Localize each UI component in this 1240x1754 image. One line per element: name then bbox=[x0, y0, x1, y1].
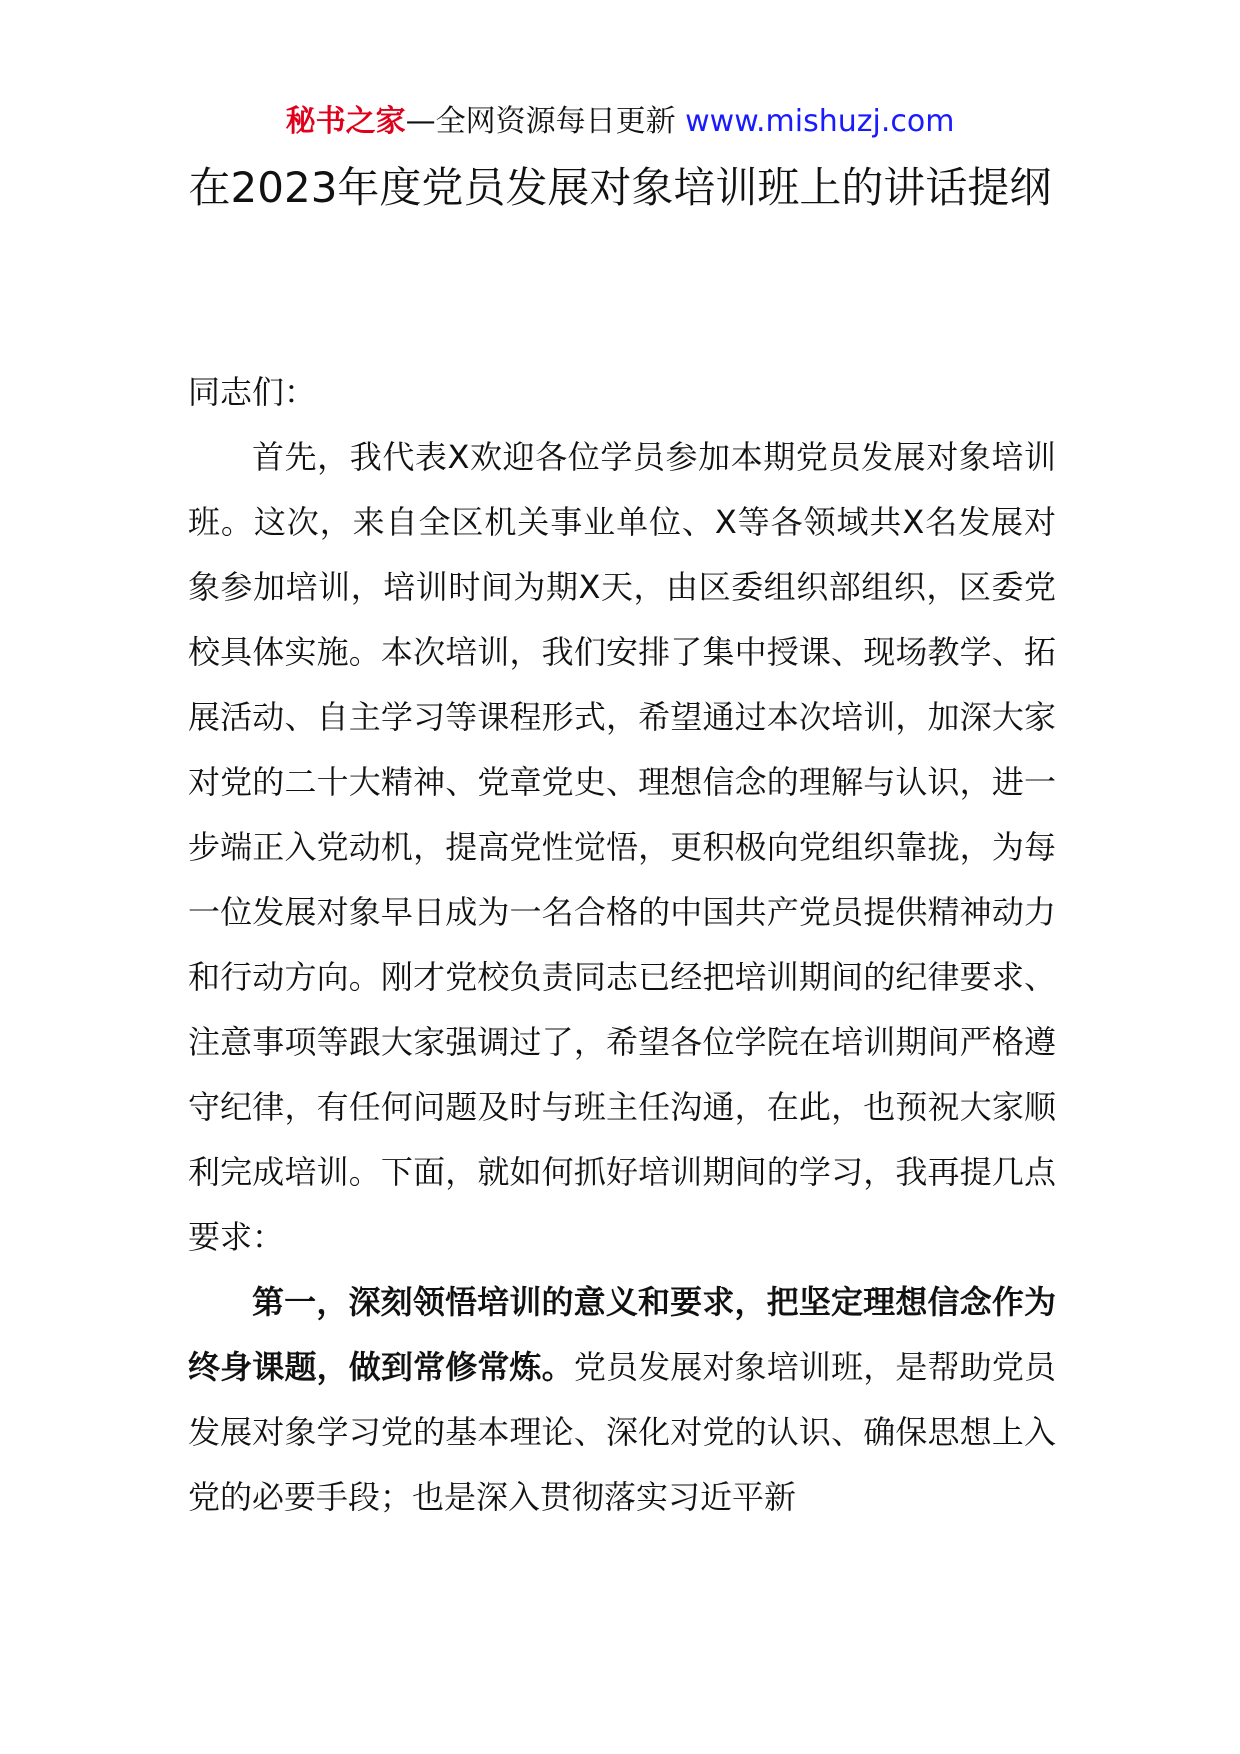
site-banner bbox=[0, 100, 1240, 144]
document-body bbox=[188, 360, 1056, 1530]
document-title: 在2023年度党员发展对象培训班上的讲话提纲 bbox=[188, 163, 1052, 212]
salutation: 同志们： bbox=[188, 373, 317, 411]
banner-tagline: —全网资源每日更新 bbox=[405, 104, 686, 139]
first-point-paragraph bbox=[188, 1270, 1056, 1530]
brand-name: 秘书之家 bbox=[285, 104, 406, 139]
first-point-heading: 第一，深刻领悟培训的意义和要求，把坚定理想信念作为终身课题，做到常修常炼。 bbox=[188, 1283, 1056, 1386]
first-point-text: 党员发展对象培训班，是帮助党员发展对象学习党的基本理论、深化对党的认识、确保思想上入党的必要手段；也是深入贯彻落实习近平新 bbox=[188, 1348, 1056, 1516]
intro-paragraph: 首先，我代表X欢迎各位学员参加本期党员发展对象培训班。这次，来自全区机关事业单位、X等各领域共X名发展对象参加培训，培训时间为期X天，由区委组织部组织，区委党校具体实施。本次培训，我们安排了集中授课、现场教学、拓展活动、自主学习等课程形式，希望通过本次培训，加深大家对党的二十大精神、党章党史、理想信念的理解与认识，进一步端正入党动机，提高党性觉悟，更积极向党组织靠拢，为每一位发展对象早日成为一名合格的中国共产党员提供精神动力和行动方向。刚才党校负责同志已经把培训期间的纪律要求、注意事项等跟大家强调过了，希望各位学院在培训期间严格遵守纪律，有任何问题及时与班主任沟通，在此，也预祝大家顺利完成培训。下面，就如何抓好培训期间的学习，我再提几点要求： bbox=[188, 438, 1056, 1256]
site-url[interactable]: www.mishuzj.com bbox=[685, 104, 955, 139]
